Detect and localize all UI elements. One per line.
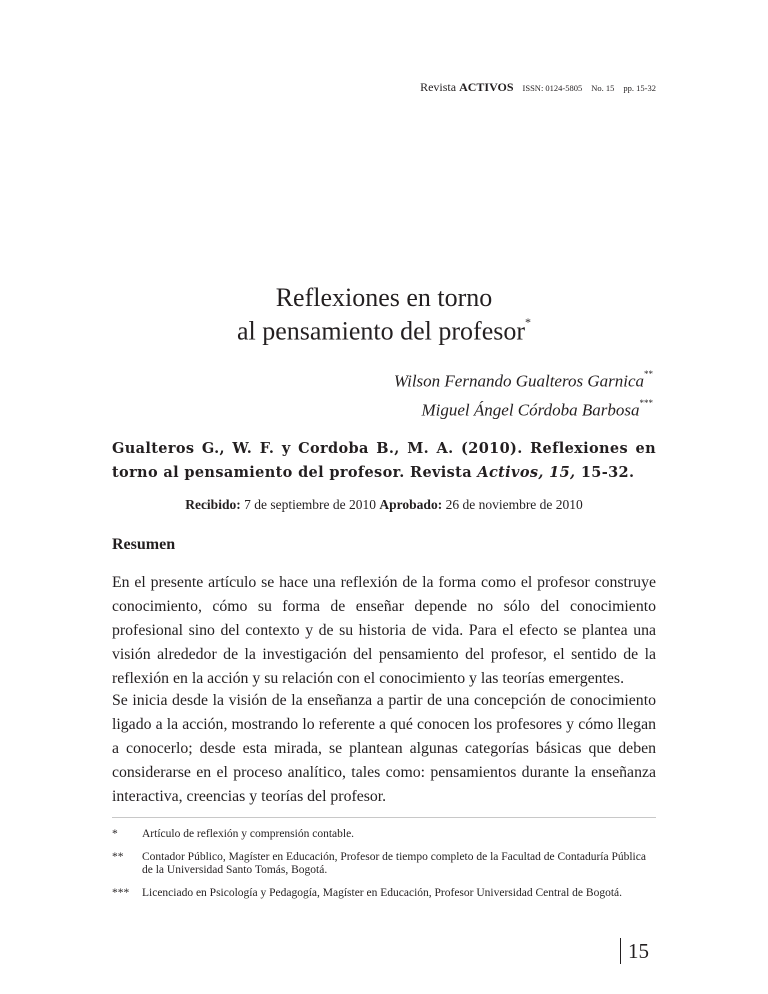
- abstract-paragraph-2: Se inicia desde la visión de la enseñanza a partir de una concepción de conocimiento ligado a la acción, mostrando lo referente a qué conocen los profesores y cómo llegan a conocerlo; desde esta mirada, se plantean algunas categorías básicas que deben considerarse en el proceso analítico, tales como: pensamientos durante la enseñanza interactiva, creencias y teorías del profesor.: [112, 692, 656, 805]
- citation-reference: Gualteros G., W. F. y Cordoba B., M. A. (2010). Reflexiones en torno al pensamiento del profesor. Revista Activos, 15, 15-32.: [112, 440, 656, 481]
- approved-date: 26 de noviembre de 2010: [442, 497, 583, 512]
- abstract-paragraph-1: En el presente artículo se hace una reflexión de la forma como el profesor construye conocimiento, cómo su forma de enseñar depende no sólo del conocimiento profesional sino del contexto y de su historia de vida. Para el efecto se plantea una visión alrededor de la investigación del pensamiento del profesor, el sentido de la reflexión en la acción y su relación con el conocimiento y las teorías emergentes.: [112, 574, 656, 687]
- author-2: Miguel Ángel Córdoba Barbosa***: [421, 397, 653, 420]
- article-title: [0, 283, 768, 346]
- abstract-heading: Resumen: [112, 536, 176, 553]
- page-range: pp. 15-32: [623, 83, 656, 93]
- author-1-footnote-mark[interactable]: **: [644, 369, 653, 379]
- submission-dates: Recibido: 7 de septiembre de 2010 Aprobado: 26 de noviembre de 2010: [185, 497, 583, 512]
- title-line-1: Reflexiones en torno: [275, 283, 493, 312]
- footnotes: [112, 828, 656, 910]
- journal-title: Revista ACTIVOS: [420, 80, 514, 94]
- title-line-2: al pensamiento del profesor*: [236, 315, 532, 346]
- author-list: [394, 365, 653, 422]
- footnote-1: * Artículo de reflexión y comprensión contable.: [112, 828, 355, 840]
- footnote-divider: [112, 817, 656, 818]
- journal-volume: Activos, 15,: [477, 464, 576, 481]
- author-2-footnote-mark[interactable]: ***: [639, 397, 653, 408]
- issn: ISSN: 0124-5805: [522, 83, 583, 93]
- title-footnote-mark[interactable]: *: [525, 315, 532, 329]
- issue-number: No. 15: [591, 83, 615, 93]
- footnote-2: ** Contador Público, Magíster en Educación, Profesor de tiempo completo de la Facultad de Contaduría Pública de la Universidad Santo Tomás, Bogotá.: [112, 851, 646, 876]
- author-1: Wilson Fernando Gualteros Garnica**: [393, 369, 653, 391]
- page-number-bar: [620, 938, 621, 964]
- received-date: 7 de septiembre de 2010: [240, 497, 380, 512]
- footnote-3: *** Licenciado en Psicología y Pedagogía, Magíster en Educación, Profesor Universidad Central de Bogotá.: [112, 887, 622, 899]
- running-header: [420, 80, 656, 95]
- page-number: 15: [620, 938, 649, 964]
